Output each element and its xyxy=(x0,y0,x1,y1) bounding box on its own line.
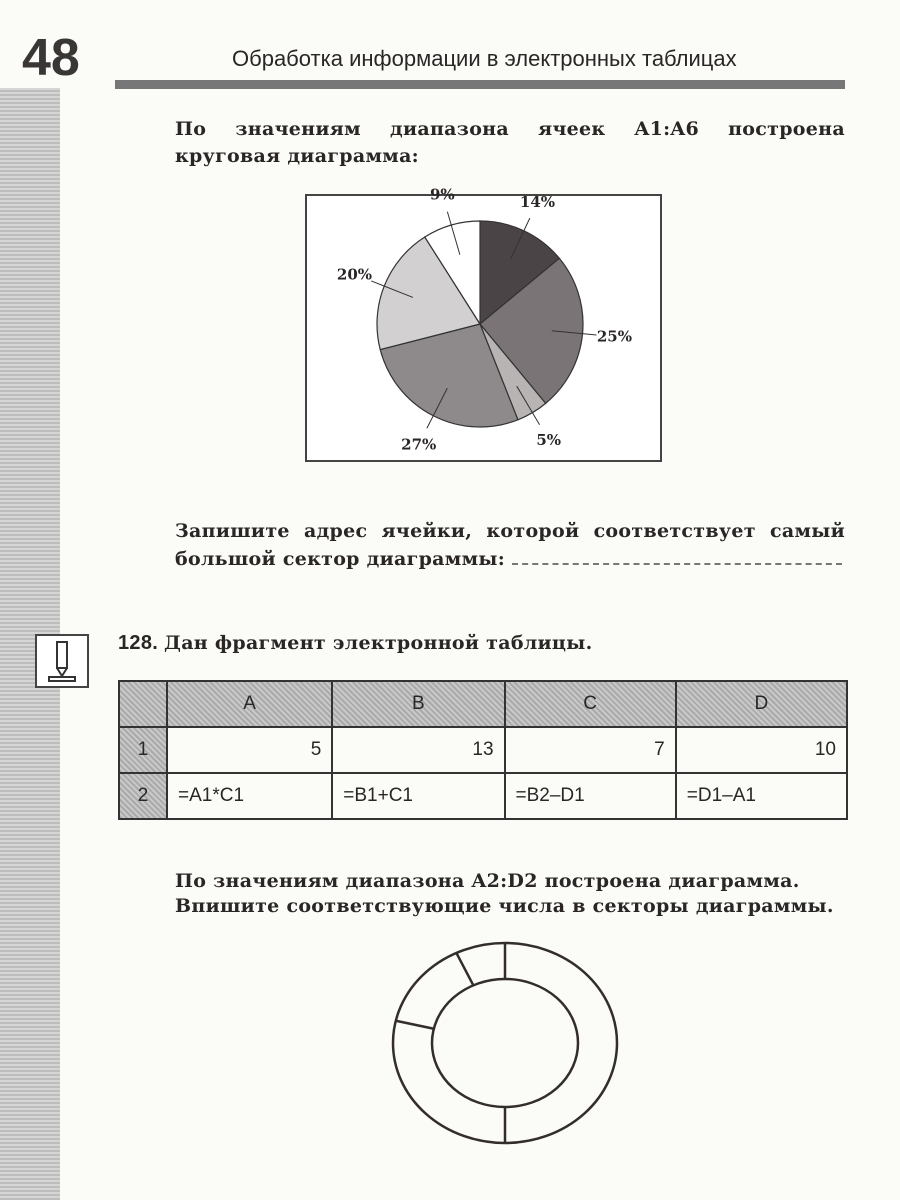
pie-label: 9% xyxy=(429,185,455,204)
write-task-icon xyxy=(35,634,89,688)
donut-inner xyxy=(432,979,578,1107)
task128-question-1: По значениям диапазона A2:D2 построена диаграмма. xyxy=(175,870,800,892)
cell: 10 xyxy=(676,727,847,773)
task-number: 128. xyxy=(118,632,159,654)
row-header: 2 xyxy=(119,773,167,819)
pie-label: 25% xyxy=(596,327,632,346)
task127-question xyxy=(175,518,845,573)
answer-line[interactable] xyxy=(512,545,842,565)
donut-sector-divider xyxy=(456,953,473,985)
cell: =B2–D1 xyxy=(505,773,676,819)
pie-label: 20% xyxy=(336,265,373,284)
task127-intro: По значениям диапазона ячеек A1:A6 построена круговая диаграмма: xyxy=(175,118,845,167)
pie-chart xyxy=(305,185,662,462)
page-header-title: Обработка информации в электронных таблицах xyxy=(232,46,737,71)
row-header: 1 xyxy=(119,727,167,773)
pie-label: 14% xyxy=(519,192,556,211)
donut-sector-divider xyxy=(396,1021,434,1029)
table-row xyxy=(119,727,847,773)
cell: =D1–A1 xyxy=(676,773,847,819)
cell: =B1+C1 xyxy=(332,773,504,819)
page-number: 48 xyxy=(22,29,80,87)
task128-intro: Дан фрагмент электронной таблицы. xyxy=(164,632,593,654)
col-header-b: B xyxy=(332,681,504,727)
col-header-d: D xyxy=(676,681,847,727)
cell: 13 xyxy=(332,727,504,773)
col-header-c: C xyxy=(505,681,676,727)
table-row xyxy=(119,773,847,819)
col-header-a: A xyxy=(167,681,332,727)
header-rule xyxy=(115,80,845,89)
cell: 7 xyxy=(505,727,676,773)
spreadsheet-fragment xyxy=(118,680,848,820)
corner-cell xyxy=(119,681,167,727)
pie-label: 27% xyxy=(401,435,437,454)
pie-label: 5% xyxy=(536,431,562,450)
cell: =A1*C1 xyxy=(167,773,332,819)
question-text: Запишите адрес ячейки, которой соответствует самый большой сектор диаграммы: xyxy=(175,520,845,570)
task128-question-2: Впишите соответствующие числа в секторы диаграммы. xyxy=(175,895,834,917)
cell: 5 xyxy=(167,727,332,773)
donut-chart[interactable] xyxy=(380,930,630,1160)
